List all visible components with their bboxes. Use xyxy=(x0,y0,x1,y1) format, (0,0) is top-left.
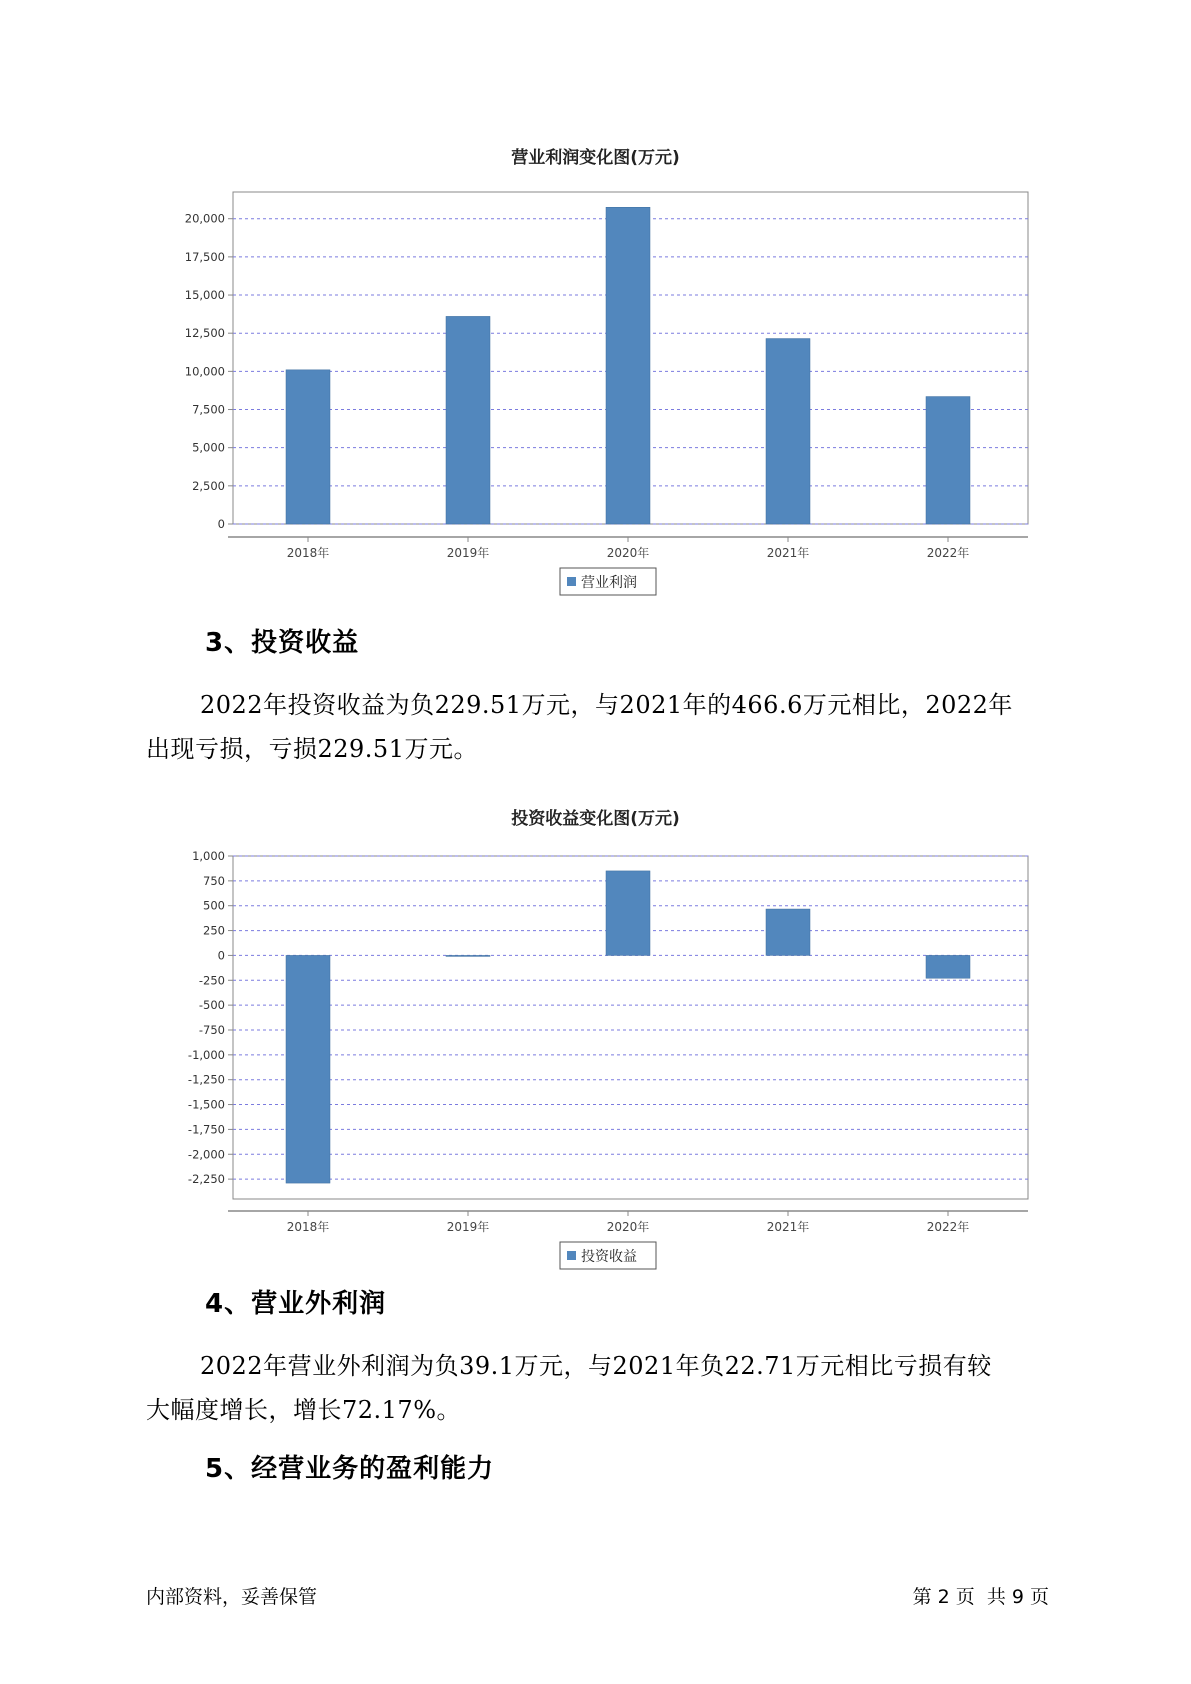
x-tick-label: 2018年 xyxy=(286,546,330,560)
section3-line2: 出现亏损，亏损229.51万元。 xyxy=(146,735,478,763)
y-tick-label: 5,000 xyxy=(192,440,225,455)
bar xyxy=(446,955,490,956)
section3-heading: 3、投资收益 xyxy=(205,628,360,658)
y-tick-label: 7,500 xyxy=(192,402,225,417)
x-tick-label: 2021年 xyxy=(766,546,810,560)
y-tick-label: 10,000 xyxy=(184,364,225,379)
y-tick-label: -1,500 xyxy=(187,1097,225,1112)
legend-swatch xyxy=(567,1251,576,1260)
y-tick-label: 2,500 xyxy=(192,478,225,493)
chart1-title: 营业利润变化图(万元) xyxy=(511,148,680,168)
legend-label: 营业利润 xyxy=(581,575,637,591)
y-tick-label: -1,000 xyxy=(187,1047,225,1062)
legend xyxy=(560,1242,656,1269)
section5-heading: 5、经营业务的盈利能力 xyxy=(205,1454,495,1484)
y-tick-label: 12,500 xyxy=(184,326,225,341)
y-tick-label: -2,250 xyxy=(187,1172,225,1187)
bar xyxy=(606,871,650,956)
x-tick-label: 2022年 xyxy=(926,546,970,560)
x-tick-label: 2021年 xyxy=(766,1220,810,1234)
y-tick-label: 500 xyxy=(203,898,225,913)
y-tick-label: 750 xyxy=(203,873,225,888)
section3-line1: 2022年投资收益为负229.51万元，与2021年的466.6万元相比，2022年 xyxy=(200,691,1013,719)
chart2-title: 投资收益变化图(万元) xyxy=(511,809,680,829)
y-tick-label: -1,750 xyxy=(187,1122,225,1137)
y-tick-label: -750 xyxy=(198,1022,225,1037)
y-tick-label: 1,000 xyxy=(192,849,225,863)
x-tick-label: 2019年 xyxy=(446,1220,490,1234)
y-tick-label: 17,500 xyxy=(184,249,225,264)
section4-paragraph xyxy=(146,1344,1066,1432)
bar xyxy=(926,955,970,978)
x-tick-label: 2019年 xyxy=(446,546,490,560)
y-tick-label: 15,000 xyxy=(184,288,225,303)
y-tick-label: 0 xyxy=(217,948,225,963)
y-tick-label: 0 xyxy=(217,517,225,531)
section4-heading: 4、营业外利润 xyxy=(205,1289,387,1319)
section4-line1: 2022年营业外利润为负39.1万元，与2021年负22.71万元相比亏损有较 xyxy=(200,1352,992,1380)
footer-page-number: 第 2 页 共 9 页 xyxy=(912,1586,1049,1608)
y-tick-label: -250 xyxy=(198,973,225,988)
bar xyxy=(766,909,810,955)
x-tick-label: 2018年 xyxy=(286,1220,330,1234)
x-tick-label: 2020年 xyxy=(606,1220,650,1234)
y-tick-label: 250 xyxy=(203,923,225,938)
footer-confidential-note: 内部资料，妥善保管 xyxy=(146,1586,318,1608)
legend-label: 投资收益 xyxy=(581,1249,637,1265)
x-tick-label: 2022年 xyxy=(926,1220,970,1234)
y-tick-label: -2,000 xyxy=(187,1147,225,1162)
x-tick-label: 2020年 xyxy=(606,546,650,560)
y-tick-label: -500 xyxy=(198,998,225,1013)
section4-line2: 大幅度增长，增长72.17%。 xyxy=(146,1396,462,1424)
y-tick-label: -1,250 xyxy=(187,1072,225,1087)
y-tick-label: 20,000 xyxy=(184,211,225,226)
bar xyxy=(286,955,330,1183)
